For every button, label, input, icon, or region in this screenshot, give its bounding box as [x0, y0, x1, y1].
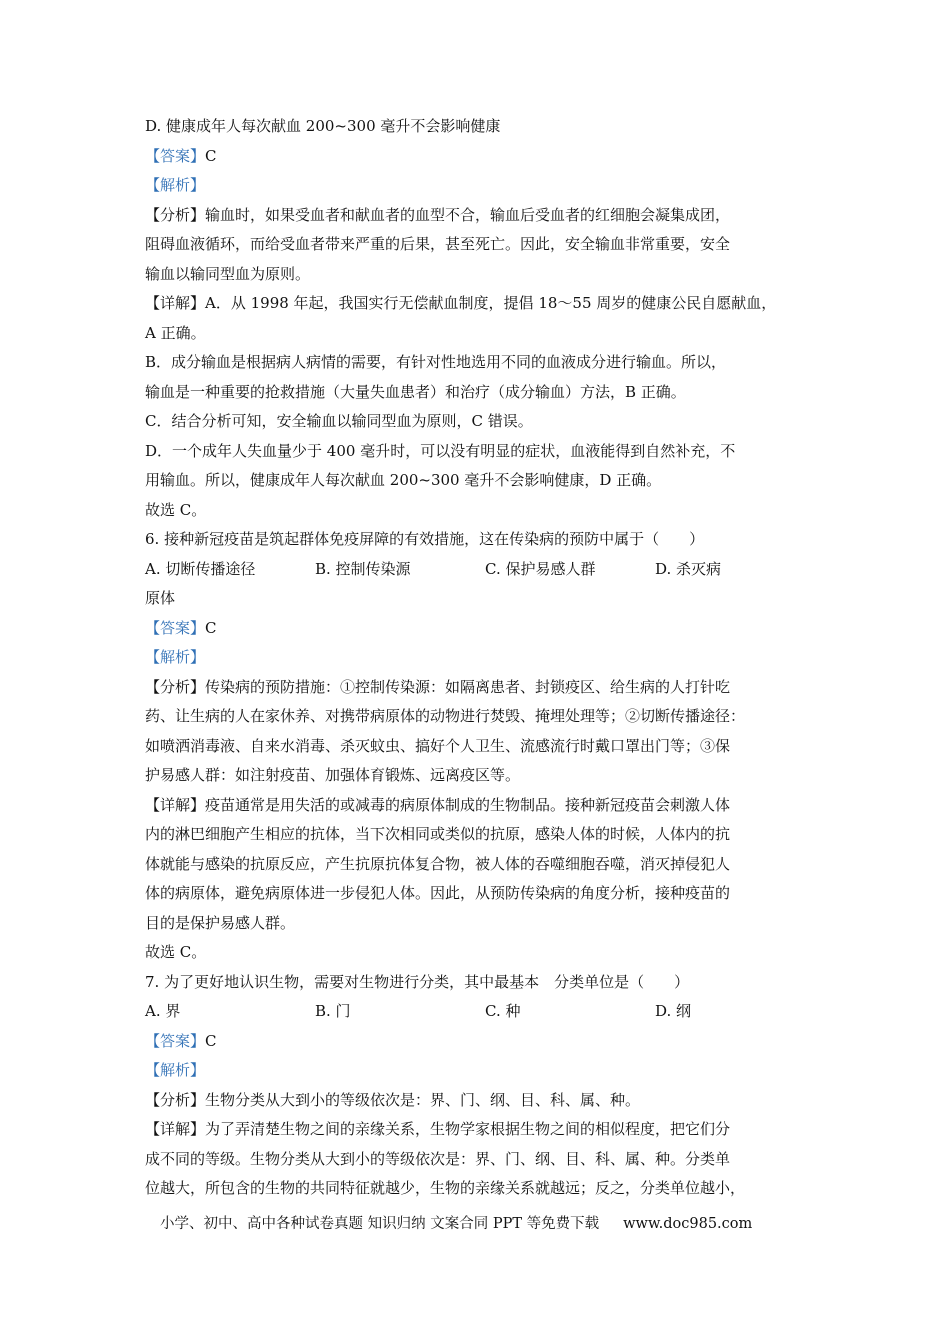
- q5-xiangjie-line: B．成分输血是根据病人病情的需要，有针对性地选用不同的血液成分进行输血。所以，: [145, 353, 727, 371]
- q7-options: [145, 997, 825, 1027]
- q6-option-a: A. 切断传播途径: [145, 559, 256, 578]
- q6-option-b: B. 控制传染源: [315, 559, 411, 578]
- q5-xiangjie-line: 【详解】A．从 1998 年起，我国实行无偿献血制度，提倡 18～55 周岁的健康公民自愿献血，: [145, 294, 777, 312]
- fenxi-tag: 【分析】: [145, 1090, 206, 1109]
- answer-tag: 【答案】: [145, 146, 206, 165]
- q6-xiangjie-line: 【详解】疫苗通常是用失活的或减毒的病原体制成的生物制品。接种新冠疫苗会刺激人体: [145, 795, 731, 814]
- q6-question: 6. 接种新冠疫苗是筑起群体免疫屏障的有效措施，这在传染病的预防中属于（ ）: [145, 530, 705, 548]
- q7-option-d: D. 纲: [655, 1002, 692, 1020]
- q6-option-wrap: 原体: [145, 589, 176, 607]
- q7-xiangjie-line: 【详解】为了弄清楚生物之间的亲缘关系，生物学家根据生物之间的相似程度，把它们分: [145, 1120, 731, 1138]
- answer-value: C: [205, 1031, 217, 1050]
- q6-fenxi-line: 【分析】传染病的预防措施：①控制传染源：如隔离患者、封锁疫区、给生病的人打针吃: [145, 677, 731, 696]
- q7-answer: [145, 1027, 825, 1057]
- xiangjie-tag: 【详解】: [145, 1120, 206, 1138]
- q6-analysis-tag: 【解析】: [145, 648, 206, 666]
- q5-xiangjie-line: 输血是一种重要的抢救措施（大量失血患者）和治疗（成分输血）方法，B 正确。: [145, 382, 686, 401]
- q6-option-d: D. 杀灭病: [655, 559, 722, 578]
- q6-answer: [145, 614, 825, 644]
- q7-option-b: B. 门: [315, 1002, 351, 1020]
- q7-option-c: C. 种: [485, 1002, 521, 1020]
- q5-analysis-tag: 【解析】: [145, 176, 206, 194]
- q5-xiangjie-line: 用输血。所以，健康成年人每次献血 200~300 毫升不会影响健康，D 正确。: [145, 471, 662, 489]
- q5-answer: [145, 142, 825, 172]
- q6-option-c: C. 保护易感人群: [485, 559, 596, 578]
- q6-fenxi-line: 如喷洒消毒液、自来水消毒、杀灭蚊虫、搞好个人卫生、流感流行时戴口罩出门等；③保: [145, 736, 731, 755]
- answer-tag: 【答案】: [145, 1031, 206, 1050]
- document-page: [145, 112, 825, 1204]
- q6-xiangjie-line: 体就能与感染的抗原反应，产生抗原抗体复合物，被人体的吞噬细胞吞噬，消灭掉侵犯人: [145, 854, 731, 873]
- q7-analysis-tag: 【解析】: [145, 1061, 206, 1079]
- footer-url[interactable]: www.doc985.com: [623, 1216, 753, 1232]
- q5-option-d: D. 健康成年人每次献血 200~300 毫升不会影响健康: [145, 117, 501, 135]
- q6-xiangjie-line: 内的淋巴细胞产生相应的抗体，当下次相同或类似的抗原，感染人体的时候，人体内的抗: [145, 825, 731, 843]
- q6-options: [145, 555, 825, 585]
- q7-question: 7. 为了更好地认识生物，需要对生物进行分类，其中最基本 分类单位是（ ）: [145, 972, 690, 991]
- q6-fenxi-line: 药、让生病的人在家休养、对携带病原体的动物进行焚毁、掩埋处理等；②切断传播途径：: [145, 707, 746, 725]
- q6-xiangjie-line: 体的病原体，避免病原体进一步侵犯人体。因此，从预防传染病的角度分析，接种疫苗的: [145, 884, 731, 902]
- xiangjie-tag: 【详解】: [145, 294, 206, 312]
- q5-fenxi-line: 【分析】输血时，如果受血者和献血者的血型不合，输血后受血者的红细胞会凝集成团，: [145, 205, 731, 224]
- q5-fenxi-line: 输血以输同型血为原则。: [145, 264, 311, 283]
- q7-option-a: A. 界: [145, 1002, 181, 1020]
- q6-fenxi-line: 护易感人群：如注射疫苗、加强体育锻炼、远离疫区等。: [145, 766, 521, 784]
- q5-conclusion: 故选 C。: [145, 500, 207, 519]
- xiangjie-tag: 【详解】: [145, 795, 206, 814]
- q7-xiangjie-line: 成不同的等级。生物分类从大到小的等级依次是：界、门、纲、目、科、属、种。分类单: [145, 1149, 731, 1168]
- answer-value: C: [205, 618, 217, 637]
- answer-value: C: [205, 146, 217, 165]
- q5-xiangjie-line: A 正确。: [145, 323, 206, 342]
- answer-tag: 【答案】: [145, 618, 206, 637]
- q7-xiangjie-line: 位越大，所包含的生物的共同特征就越少，生物的亲缘关系就越远；反之，分类单位越小，: [145, 1179, 746, 1197]
- q5-xiangjie-line: D．一个成年人失血量少于 400 毫升时，可以没有明显的症状，血液能得到自然补充，不: [145, 441, 736, 460]
- q7-fenxi-line: 【分析】生物分类从大到小的等级依次是：界、门、纲、目、科、属、种。: [145, 1090, 641, 1109]
- q6-xiangjie-line: 目的是保护易感人群。: [145, 913, 296, 932]
- q6-conclusion: 故选 C。: [145, 943, 207, 961]
- fenxi-tag: 【分析】: [145, 205, 206, 224]
- q5-fenxi-line: 阻碍血液循环，而给受血者带来严重的后果，甚至死亡。因此，安全输血非常重要，安全: [145, 235, 731, 253]
- q5-xiangjie-line: C．结合分析可知，安全输血以输同型血为原则，C 错误。: [145, 412, 533, 430]
- footer-text: 小学、初中、高中各种试卷真题 知识归纳 文案合同 PPT 等免费下载: [160, 1216, 600, 1232]
- fenxi-tag: 【分析】: [145, 677, 206, 696]
- page-footer: [160, 1212, 752, 1233]
